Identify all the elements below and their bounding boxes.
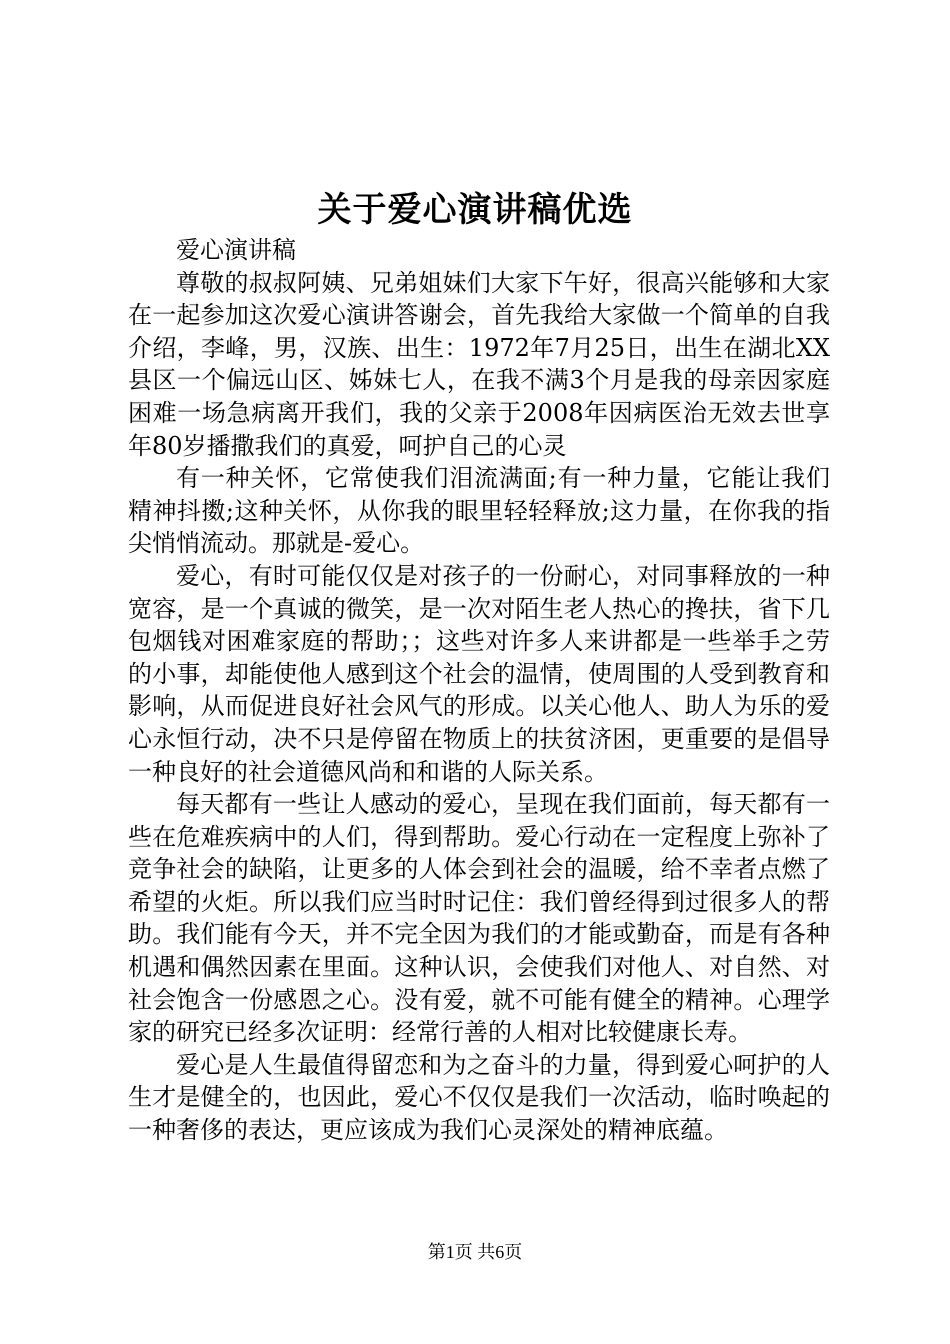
document-body — [128, 234, 830, 1147]
paragraph-5: 爱心是人生最值得留恋和为之奋斗的力量，得到爱心呵护的人生才是健全的，也因此，爱心不仅仅是我们一次活动，临时唤起的一种奢侈的表达，更应该成为我们心灵深处的精神底蕴。 — [128, 1050, 830, 1145]
page-footer: 第1页 共6页 — [427, 1242, 523, 1262]
document-subtitle: 爱心演讲稿 — [176, 236, 296, 264]
paragraph-2: 有一种关怀，它常使我们泪流满面;有一种力量，它能让我们精神抖擞;这种关怀，从你我的眼里轻轻释放;这力量，在你我的指尖悄悄流动。那就是-爱心。 — [128, 464, 830, 558]
paragraph-3: 爱心，有时可能仅仅是对孩子的一份耐心，对同事释放的一种宽容，是一个真诚的微笑，是一次对陌生老人热心的搀扶，省下几包烟钱对困难家庭的帮助；；这些对许多人来讲都是一些举手之劳的小事，却能使他人感到这个社会的温情，使周围的人受到教育和影响，从而促进良好社会风气的形成。以关心他人、助人为乐的爱心永恒行动，决不只是停留在物质上的扶贫济困，更重要的是倡导一种良好的社会道德风尚和和谐的人际关系。 — [128, 561, 830, 786]
document-title: 关于爱心演讲稿优选 — [317, 190, 633, 230]
paragraph-1: 尊敬的叔叔阿姨、兄弟姐妹们大家下午好，很高兴能够和大家在一起参加这次爱心演讲答谢会，首先我给大家做一个简单的自我介绍，李峰，男，汉族、出生：1972年7月25日，出生在湖北XX县区一个偏远山区、姊妹七人，在我不满3个月是我的母亲因家庭困难一场急病离开我们，我的父亲于2008年因病医治无效去世享年80岁播撒我们的真爱，呵护自己的心灵 — [128, 268, 830, 460]
paragraph-4: 每天都有一些让人感动的爱心，呈现在我们面前，每天都有一些在危难疾病中的人们，得到帮助。爱心行动在一定程度上弥补了竞争社会的缺陷，让更多的人体会到社会的温暖，给不幸者点燃了希望的火炬。所以我们应当时时记住：我们曾经得到过很多人的帮助。我们能有今天，并不完全因为我们的才能或勤奋，而是有各种机遇和偶然因素在里面。这种认识，会使我们对他人、对自然、对社会饱含一份感恩之心。没有爱，就不可能有健全的精神。心理学家的研究已经多次证明：经常行善的人相对比较健康长寿。 — [128, 790, 830, 1047]
